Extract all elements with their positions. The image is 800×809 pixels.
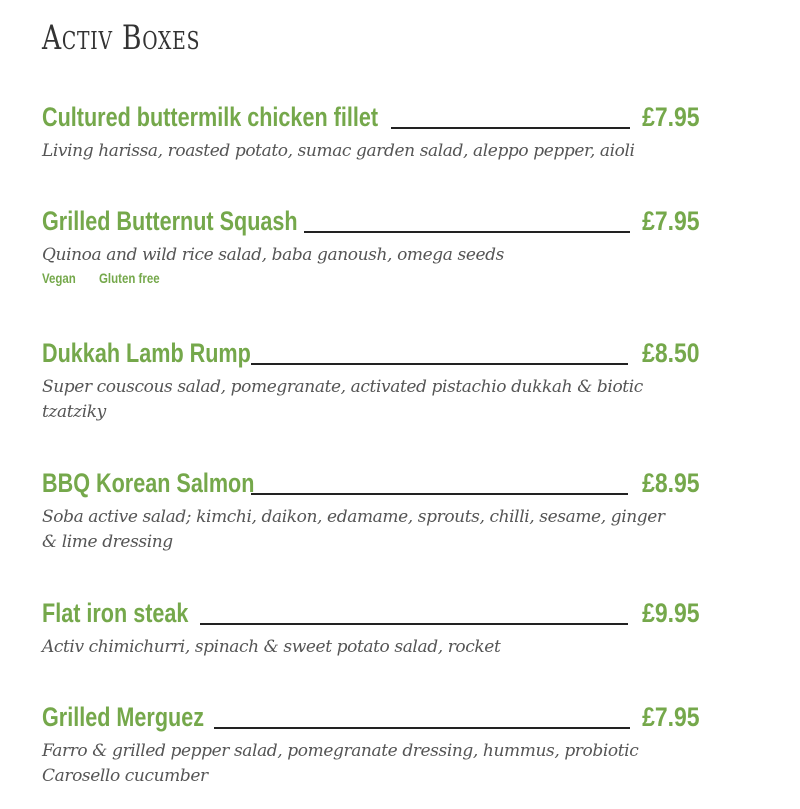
menu-item-description: Living harissa, roasted potato, sumac garden salad, aleppo pepper, aioli <box>42 141 635 161</box>
menu-item-header <box>42 203 702 239</box>
menu-item-name: Dukkah Lamb Rump <box>42 338 251 368</box>
menu-item-price: £9.95 <box>642 598 700 628</box>
menu-item <box>42 595 702 660</box>
menu-item-price: £7.95 <box>642 102 700 132</box>
dotted-leader <box>391 127 630 129</box>
menu-item-name: BBQ Korean Salmon <box>42 468 255 498</box>
menu-item-description: Activ chimichurri, spinach & sweet potato salad, rocket <box>42 637 501 657</box>
menu-item-description: Quinoa and wild rice salad, baba ganoush, omega seeds <box>42 245 504 265</box>
menu-item-price: £8.95 <box>642 468 700 498</box>
dotted-leader <box>200 623 628 625</box>
menu-item-header <box>42 595 702 631</box>
tag-vegan: Vegan <box>42 270 76 286</box>
menu-item-header <box>42 99 702 135</box>
menu-item-description: Super couscous salad, pomegranate, activated pistachio dukkah & biotic tzatziky <box>42 377 643 422</box>
dotted-leader <box>214 727 630 729</box>
menu-item-name: Grilled Merguez <box>42 702 205 732</box>
menu-item <box>42 699 702 789</box>
dotted-leader <box>251 493 628 495</box>
dotted-leader <box>251 363 628 365</box>
section-title: Activ Boxes <box>42 18 201 58</box>
dietary-tags <box>42 270 702 286</box>
menu-item <box>42 465 702 555</box>
menu-item-header <box>42 335 702 371</box>
menu-item-price: £7.95 <box>642 206 700 236</box>
menu-item <box>42 203 702 286</box>
tag-gluten-free: Gluten free <box>99 270 160 286</box>
menu-item-name: Cultured buttermilk chicken fillet <box>42 102 379 132</box>
menu-item-price: £7.95 <box>642 702 700 732</box>
dotted-leader <box>304 231 630 233</box>
menu-item-price: £8.50 <box>642 338 700 368</box>
menu-item-name: Flat iron steak <box>42 598 189 628</box>
menu-item-header <box>42 699 702 735</box>
menu-item <box>42 99 702 164</box>
menu-item-description: Farro & grilled pepper salad, pomegranate dressing, hummus, probiotic Carosello cucumber <box>42 741 639 786</box>
menu-item-name: Grilled Butternut Squash <box>42 206 298 236</box>
menu-item-description: Soba active salad; kimchi, daikon, edamame, sprouts, chilli, sesame, ginger & lime dressing <box>42 507 665 552</box>
menu-item <box>42 335 702 425</box>
menu-item-header <box>42 465 702 501</box>
